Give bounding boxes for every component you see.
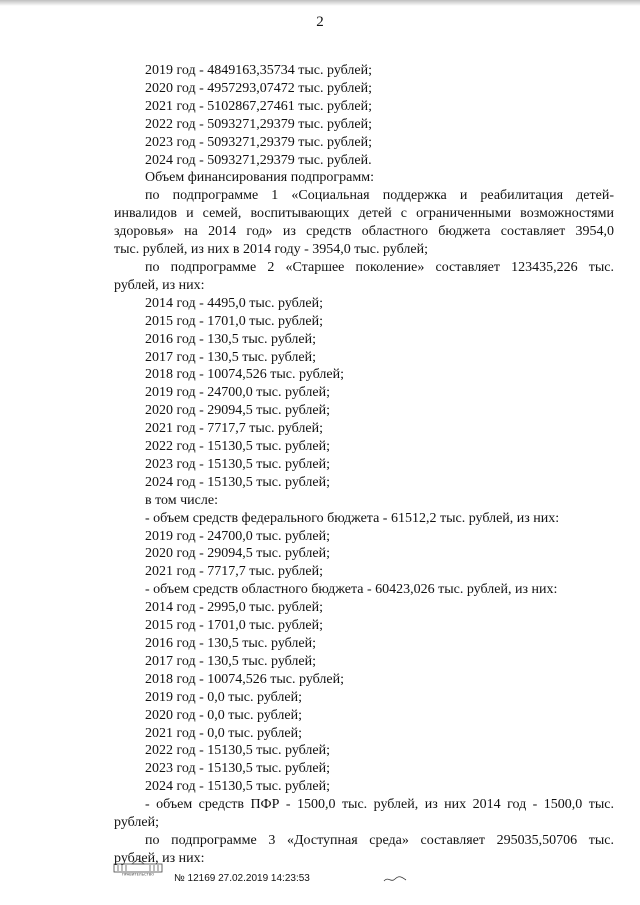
subprogram-1-line: инвалидов и семей, воспитывающих детей с ограниченными возможностями xyxy=(114,206,614,222)
regional-budget-years xyxy=(114,599,614,796)
year-line: 2017 год - 130,5 тыс. рублей; xyxy=(145,349,317,365)
document-body xyxy=(114,62,614,868)
subprogram-2-line: рублей, из них: xyxy=(114,277,205,293)
year-line: 2020 год - 0,0 тыс. рублей; xyxy=(145,707,303,723)
scan-edge xyxy=(0,0,640,6)
page-number: 2 xyxy=(316,14,324,30)
subprogram-2-line: по подпрограмме 2 «Старшее поколение» составляет 123435,226 тыс. xyxy=(145,259,614,275)
year-line: 2016 год - 130,5 тыс. рублей; xyxy=(145,331,317,347)
year-line: 2023 год - 15130,5 тыс. рублей; xyxy=(145,456,331,472)
government-building-icon xyxy=(112,858,164,876)
pfr-budget-line: - объем средств ПФР - 1500,0 тыс. рублей, из них 2014 год - 1500,0 тыс. xyxy=(145,797,614,813)
subprogram-3-line: рублей, из них: xyxy=(114,850,205,866)
text-line: 2021 год - 5102867,27461 тыс. рублей; xyxy=(145,98,373,114)
registration-number: № 12169 27.02.2019 14:23:53 xyxy=(174,873,310,884)
subprogram-1-line: здоровья» на 2014 год» из средств областного бюджета составляет 3954,0 xyxy=(114,224,614,240)
text-line: 2020 год - 4957293,07472 тыс. рублей; xyxy=(145,80,373,96)
year-line: 2024 год - 15130,5 тыс. рублей; xyxy=(145,779,331,795)
subprogram-3-line: по подпрограмме 3 «Доступная среда» составляет 295035,50706 тыс. xyxy=(145,832,614,848)
section-heading: Объем финансирования подпрограмм: xyxy=(145,170,374,186)
text-line: 2023 год - 5093271,29379 тыс. рублей; xyxy=(145,134,373,150)
year-line: 2024 год - 15130,5 тыс. рублей; xyxy=(145,474,331,490)
year-line: 2015 год - 1701,0 тыс. рублей; xyxy=(145,618,324,634)
stamp-text: ПРАВИТЕЛЬСТВО xyxy=(121,872,155,876)
year-line: 2021 год - 0,0 тыс. рублей; xyxy=(145,725,303,741)
federal-budget-years xyxy=(114,528,614,582)
registration-footer xyxy=(112,858,512,888)
subprogram-1-line: тыс. рублей, из них в 2014 году - 3954,0 тыс. рублей; xyxy=(114,242,428,258)
year-line: 2014 год - 2995,0 тыс. рублей; xyxy=(145,600,324,616)
year-line: 2018 год - 10074,526 тыс. рублей; xyxy=(145,671,345,687)
pfr-budget-line: рублей; xyxy=(114,815,159,831)
text-line: 2019 год - 4849163,35734 тыс. рублей; xyxy=(145,63,373,78)
year-line: 2014 год - 4495,0 тыс. рублей; xyxy=(145,295,324,311)
year-line: 2020 год - 29094,5 тыс. рублей; xyxy=(145,403,331,419)
federal-budget-heading: - объем средств федерального бюджета - 61512,2 тыс. рублей, из них: xyxy=(145,510,560,526)
year-line: 2022 год - 15130,5 тыс. рублей; xyxy=(145,439,331,455)
year-line: 2019 год - 0,0 тыс. рублей; xyxy=(145,689,303,705)
including-label: в том числе: xyxy=(145,492,218,508)
text-line: 2024 год - 5093271,29379 тыс. рублей. xyxy=(145,152,372,168)
regional-budget-heading: - объем средств областного бюджета - 60423,026 тыс. рублей, из них: xyxy=(145,582,558,598)
text-line: 2022 год - 5093271,29379 тыс. рублей; xyxy=(145,116,373,132)
subprogram-1-line: по подпрограмме 1 «Социальная поддержка и реабилитация детей- xyxy=(145,188,614,204)
year-line: 2022 год - 15130,5 тыс. рублей; xyxy=(145,743,331,759)
year-line: 2019 год - 24700,0 тыс. рублей; xyxy=(145,385,331,401)
year-line: 2021 год - 7717,7 тыс. рублей; xyxy=(145,421,324,437)
year-line: 2021 год - 7717,7 тыс. рублей; xyxy=(145,564,324,580)
year-line: 2019 год - 24700,0 тыс. рублей; xyxy=(145,528,331,544)
subprogram-2-years xyxy=(114,295,614,492)
year-line: 2016 год - 130,5 тыс. рублей; xyxy=(145,636,317,651)
signature-mark-icon xyxy=(382,874,412,884)
year-line: 2015 год - 1701,0 тыс. рублей; xyxy=(145,313,324,329)
year-line: 2017 год - 130,5 тыс. рублей; xyxy=(145,653,317,669)
year-line: 2020 год - 29094,5 тыс. рублей; xyxy=(145,546,331,562)
year-line: 2018 год - 10074,526 тыс. рублей; xyxy=(145,367,345,383)
year-line: 2023 год - 15130,5 тыс. рублей; xyxy=(145,761,331,777)
